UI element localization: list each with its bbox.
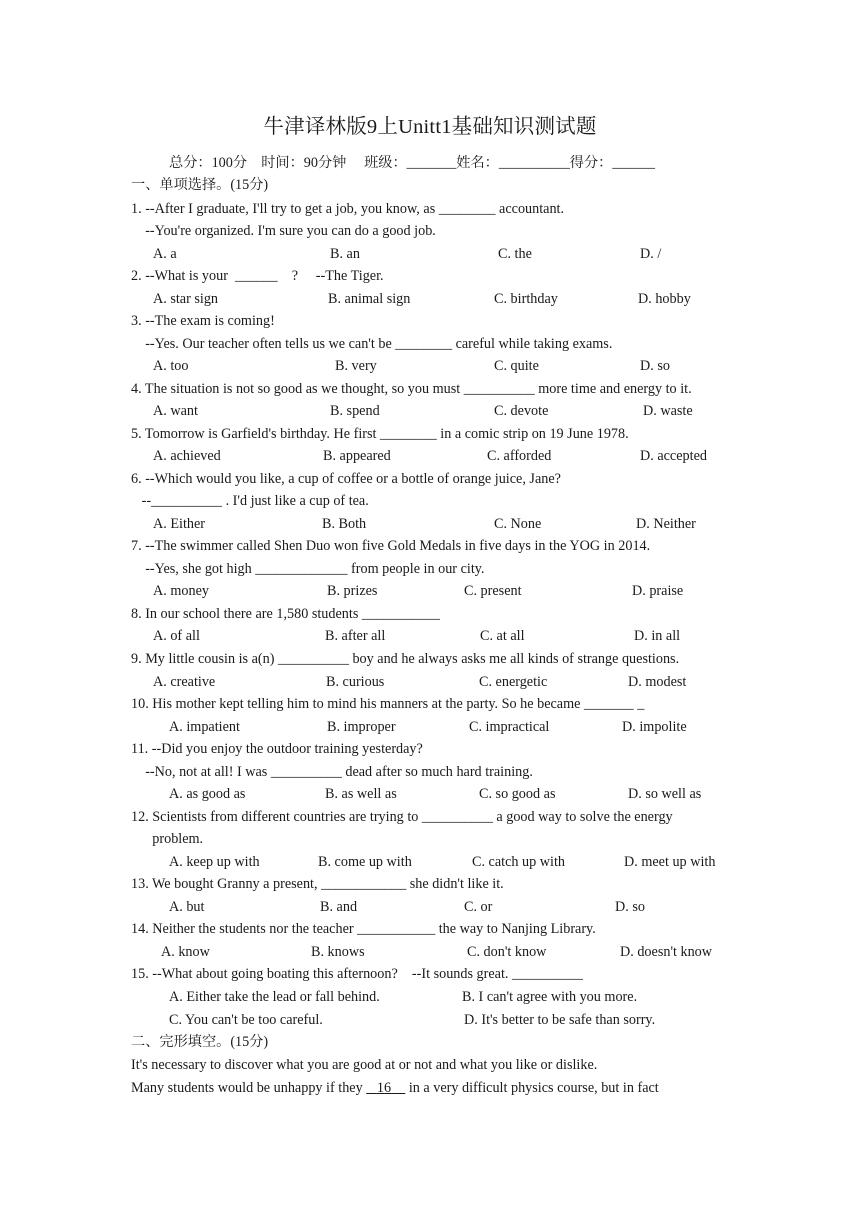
option-1c: C. the <box>498 246 532 262</box>
option-7c: C. present <box>464 583 522 599</box>
option-6d: D. Neither <box>636 516 696 532</box>
option-10d: D. impolite <box>622 719 687 735</box>
option-9c: C. energetic <box>479 674 548 690</box>
question-6-line-2: --__________ . I'd just like a cup of tea. <box>131 493 369 509</box>
option-14c: C. don't know <box>467 944 547 960</box>
option-12b: B. come up with <box>318 854 412 870</box>
option-8c: C. at all <box>480 628 525 644</box>
option-2b: B. animal sign <box>328 291 411 307</box>
question-5: 5. Tomorrow is Garfield's birthday. He first ________ in a comic strip on 19 June 1978. <box>131 426 629 442</box>
option-4d: D. waste <box>643 403 693 419</box>
option-9b: B. curious <box>326 674 385 690</box>
option-1a: A. a <box>153 246 177 262</box>
option-11b: B. as well as <box>325 786 397 802</box>
option-2d: D. hobby <box>638 291 691 307</box>
option-11d: D. so well as <box>628 786 702 802</box>
option-7b: B. prizes <box>327 583 378 599</box>
question-6: 6. --Which would you like, a cup of coffee or a bottle of orange juice, Jane? <box>131 471 561 487</box>
question-3-line-2: --Yes. Our teacher often tells us we can't be ________ careful while taking exams. <box>131 336 613 352</box>
question-11-line-2: --No, not at all! I was __________ dead after so much hard training. <box>131 764 533 780</box>
question-12-line-2: problem. <box>131 831 204 847</box>
question-12: 12. Scientists from different countries are trying to __________ a good way to solve the energy <box>131 809 673 825</box>
option-2a: A. star sign <box>153 291 219 307</box>
option-10b: B. improper <box>327 719 396 735</box>
option-4a: A. want <box>153 403 198 419</box>
option-6c: C. None <box>494 516 542 532</box>
question-1-line-2: --You're organized. I'm sure you can do a good job. <box>131 223 436 239</box>
option-3b: B. very <box>335 358 377 374</box>
question-4: 4. The situation is not so good as we thought, so you must __________ more time and energy to it. <box>131 381 692 397</box>
option-7a: A. money <box>153 583 209 599</box>
option-13a: A. but <box>169 899 205 915</box>
question-2: 2. --What is your ______ ? --The Tiger. <box>131 268 384 284</box>
option-12d: D. meet up with <box>624 854 716 870</box>
question-13: 13. We bought Granny a present, ____________ she didn't like it. <box>131 876 504 892</box>
option-6b: B. Both <box>322 516 367 532</box>
option-4b: B. spend <box>330 403 380 419</box>
question-11: 11. --Did you enjoy the outdoor training yesterday? <box>131 741 423 757</box>
question-14: 14. Neither the students nor the teacher ___________ the way to Nanjing Library. <box>131 921 596 937</box>
option-15d: D. It's better to be safe than sorry. <box>464 1012 656 1028</box>
option-14a: A. know <box>161 944 210 960</box>
option-3c: C. quite <box>494 358 539 374</box>
option-12a: A. keep up with <box>169 854 260 870</box>
question-9: 9. My little cousin is a(n) __________ boy and he always asks me all kinds of strange questions. <box>131 651 680 667</box>
option-5d: D. accepted <box>640 448 707 464</box>
option-14d: D. doesn't know <box>620 944 713 960</box>
option-8d: D. in all <box>634 628 681 644</box>
section-heading-multiple-choice: 一、单项选择。(15分) <box>131 177 269 193</box>
cloze-text-after: in a very difficult physics course, but in fact <box>405 1080 659 1096</box>
question-7: 7. --The swimmer called Shen Duo won five Gold Medals in five days in the YOG in 2014. <box>131 538 651 554</box>
option-2c: C. birthday <box>494 291 558 307</box>
option-15c: C. You can't be too careful. <box>169 1012 323 1028</box>
option-13d: D. so <box>615 899 645 915</box>
cloze-blank-16 <box>366 1080 405 1096</box>
option-3a: A. too <box>153 358 189 374</box>
question-3: 3. --The exam is coming! <box>131 313 275 329</box>
option-14b: B. knows <box>311 944 365 960</box>
cloze-blank-number: 16 <box>376 1080 392 1096</box>
option-10c: C. impractical <box>469 719 550 735</box>
section-heading-cloze: 二、完形填空。(15分) <box>131 1034 269 1050</box>
question-15: 15. --What about going boating this afternoon? --It sounds great. __________ <box>131 966 583 982</box>
option-1b: B. an <box>330 246 360 262</box>
option-6a: A. Either <box>153 516 206 532</box>
option-9a: A. creative <box>153 674 216 690</box>
option-7d: D. praise <box>632 583 684 599</box>
header-info: 总分：100分 时间：90分钟 班级：_______姓名：__________得分：______ <box>169 155 655 171</box>
question-10: 10. His mother kept telling him to mind his manners at the party. So he became _______ _ <box>131 696 645 712</box>
option-5b: B. appeared <box>323 448 391 464</box>
option-1d: D. / <box>640 246 662 262</box>
option-4c: C. devote <box>494 403 549 419</box>
question-8: 8. In our school there are 1,580 students ___________ <box>131 606 440 622</box>
cloze-text-before: Many students would be unhappy if they <box>131 1080 367 1096</box>
page-title: 牛津译林版9上Unitt1基础知识测试题 <box>263 116 597 138</box>
option-13c: C. or <box>464 899 493 915</box>
option-15b: B. I can't agree with you more. <box>462 989 638 1005</box>
option-3d: D. so <box>640 358 670 374</box>
option-5c: C. afforded <box>487 448 552 464</box>
option-11a: A. as good as <box>169 786 246 802</box>
cloze-line-2 <box>131 1078 659 1098</box>
question-1: 1. --After I graduate, I'll try to get a job, you know, as ________ accountant. <box>131 201 565 217</box>
option-10a: A. impatient <box>169 719 240 735</box>
option-9d: D. modest <box>628 674 687 690</box>
option-5a: A. achieved <box>153 448 221 464</box>
question-7-line-2: --Yes, she got high _____________ from people in our city. <box>131 561 485 577</box>
option-8a: A. of all <box>153 628 200 644</box>
cloze-line-1: It's necessary to discover what you are good at or not and what you like or dislike. <box>131 1057 598 1073</box>
option-13b: B. and <box>320 899 358 915</box>
option-12c: C. catch up with <box>472 854 565 870</box>
option-11c: C. so good as <box>479 786 556 802</box>
option-15a: A. Either take the lead or fall behind. <box>169 989 380 1005</box>
option-8b: B. after all <box>325 628 386 644</box>
